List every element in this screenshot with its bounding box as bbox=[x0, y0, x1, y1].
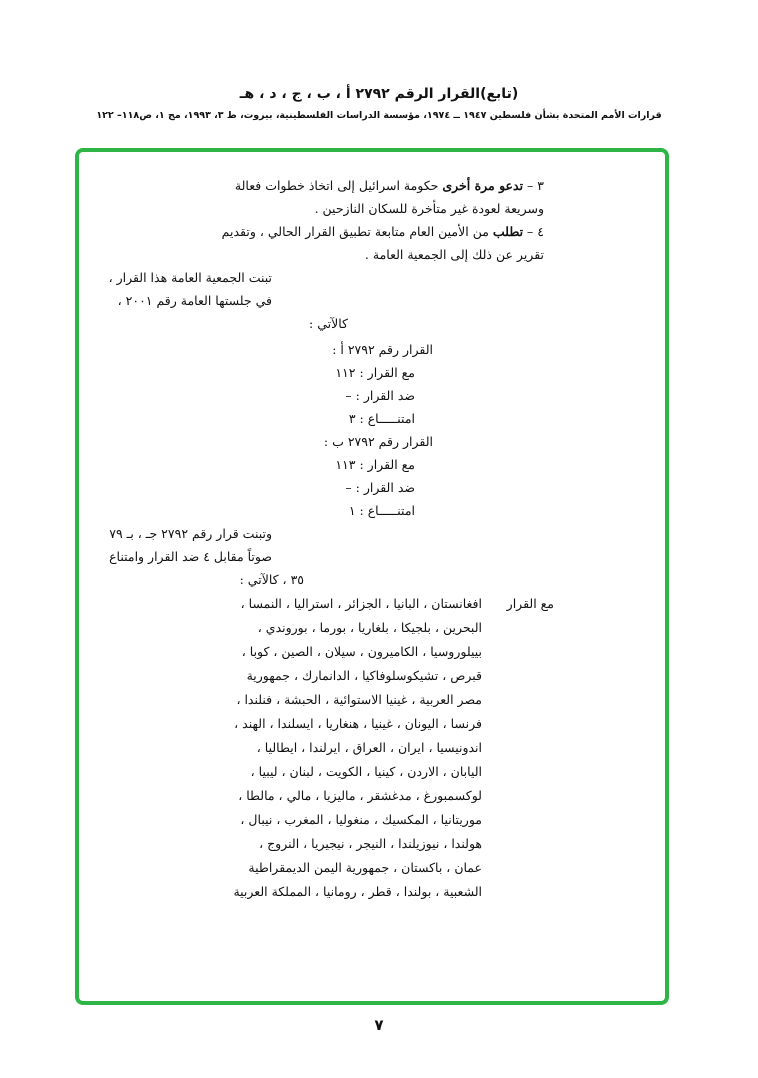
source-citation: قرارات الأمم المتحدة بشأن فلسطين ١٩٤٧ ــ ١٩٧٤، مؤسسة الدراسات الفلسطينية، بيروت، ط ٣، ١٩٩٣، مج ١، ص١١٨– ١٢٢ bbox=[96, 110, 662, 121]
paragraph-4: ٤ – تطلب من الأمين العام متابعة تطبيق القرار الحالي ، وتقديم bbox=[221, 224, 544, 239]
resolution-a-for: مع القرار : ١١٢ bbox=[335, 365, 415, 380]
country-list-line: اليابان ، الاردن ، كينيا ، الكويت ، لبنان ، ليبيا ، bbox=[250, 764, 482, 779]
country-list-line: افغانستان ، البانيا ، الجزائر ، استراليا ، النمسا ، bbox=[240, 596, 482, 611]
resolution-a-title: القرار رقم ٢٧٩٢ أ : bbox=[332, 342, 433, 357]
country-list-line: الشعبية ، بولندا ، قطر ، رومانيا ، المملكة العربية bbox=[233, 884, 482, 899]
paragraph-3-line-2: وسريعة لعودة غير متأخرة للسكان النازحين . bbox=[314, 201, 544, 216]
resolution-c-line-3: ٣٥ ، كالآتي : bbox=[239, 572, 304, 587]
page-number: ٧ bbox=[374, 1016, 384, 1034]
for-label: مع القرار bbox=[506, 596, 554, 611]
country-list-line: فرنسا ، اليونان ، غينيا ، هنغاريا ، ايسلندا ، الهند ، bbox=[234, 716, 482, 731]
country-list-line: البحرين ، بلجيكا ، بلغاريا ، بورما ، بوروندي ، bbox=[257, 620, 482, 635]
paragraph-3: ٣ – تدعو مرة أخرى حكومة اسرائيل إلى اتخاذ خطوات فعالة bbox=[234, 178, 544, 193]
country-list-line: اندونيسيا ، ايران ، العراق ، ايرلندا ، ايطاليا ، bbox=[256, 740, 482, 755]
country-list-line: لوكسمبورغ ، مدغشقر ، ماليزيا ، مالي ، مالطا ، bbox=[238, 788, 482, 803]
resolution-b-abstain: امتنـــــاع : ١ bbox=[348, 503, 415, 518]
adoption-line-1: تبنت الجمعية العامة هذا القرار ، bbox=[108, 270, 272, 285]
adoption-line-2: في جلستها العامة رقم ٢٠٠١ ، bbox=[117, 293, 272, 308]
country-list-line: قبرص ، تشيكوسلوفاكيا ، الدانمارك ، جمهورية bbox=[246, 668, 482, 683]
resolution-b-title: القرار رقم ٢٧٩٢ ب : bbox=[323, 434, 433, 449]
country-list-line: مصر العربية ، غينيا الاستوائية ، الحبشة ، فنلندا ، bbox=[236, 692, 482, 707]
resolution-c-line-1: وتبنت قرار رقم ٢٧٩٢ جـ ، بـ ٧٩ bbox=[109, 526, 272, 541]
resolution-a-abstain: امتنـــــاع : ٣ bbox=[348, 411, 415, 426]
adoption-line-3: كالآتي : bbox=[309, 316, 348, 331]
resolution-header-title: (تابع)القرار الرقم ٢٧٩٢ أ ، ب ، ج ، د ، هـ bbox=[239, 86, 519, 102]
country-list-line: موريتانيا ، المكسيك ، منغوليا ، المغرب ، نيبال ، bbox=[240, 812, 482, 827]
resolution-b-for: مع القرار : ١١٣ bbox=[335, 457, 415, 472]
paragraph-4-line-2: تقرير عن ذلك إلى الجمعية العامة . bbox=[364, 247, 544, 262]
country-list-line: هولندا ، نيوزيلندا ، النيجر ، نيجيريا ، النروج ، bbox=[259, 836, 482, 851]
country-list-line: عمان ، باكستان ، جمهورية اليمن الديمقراطية bbox=[248, 860, 482, 875]
resolution-b-against: ضد القرار : – bbox=[345, 480, 415, 495]
resolution-c-line-2: صوتاً مقابل ٤ ضد القرار وامتناع bbox=[109, 549, 272, 564]
resolution-a-against: ضد القرار : – bbox=[345, 388, 415, 403]
country-list-line: بييلوروسيا ، الكاميرون ، سيلان ، الصين ، كوبا ، bbox=[241, 644, 482, 659]
